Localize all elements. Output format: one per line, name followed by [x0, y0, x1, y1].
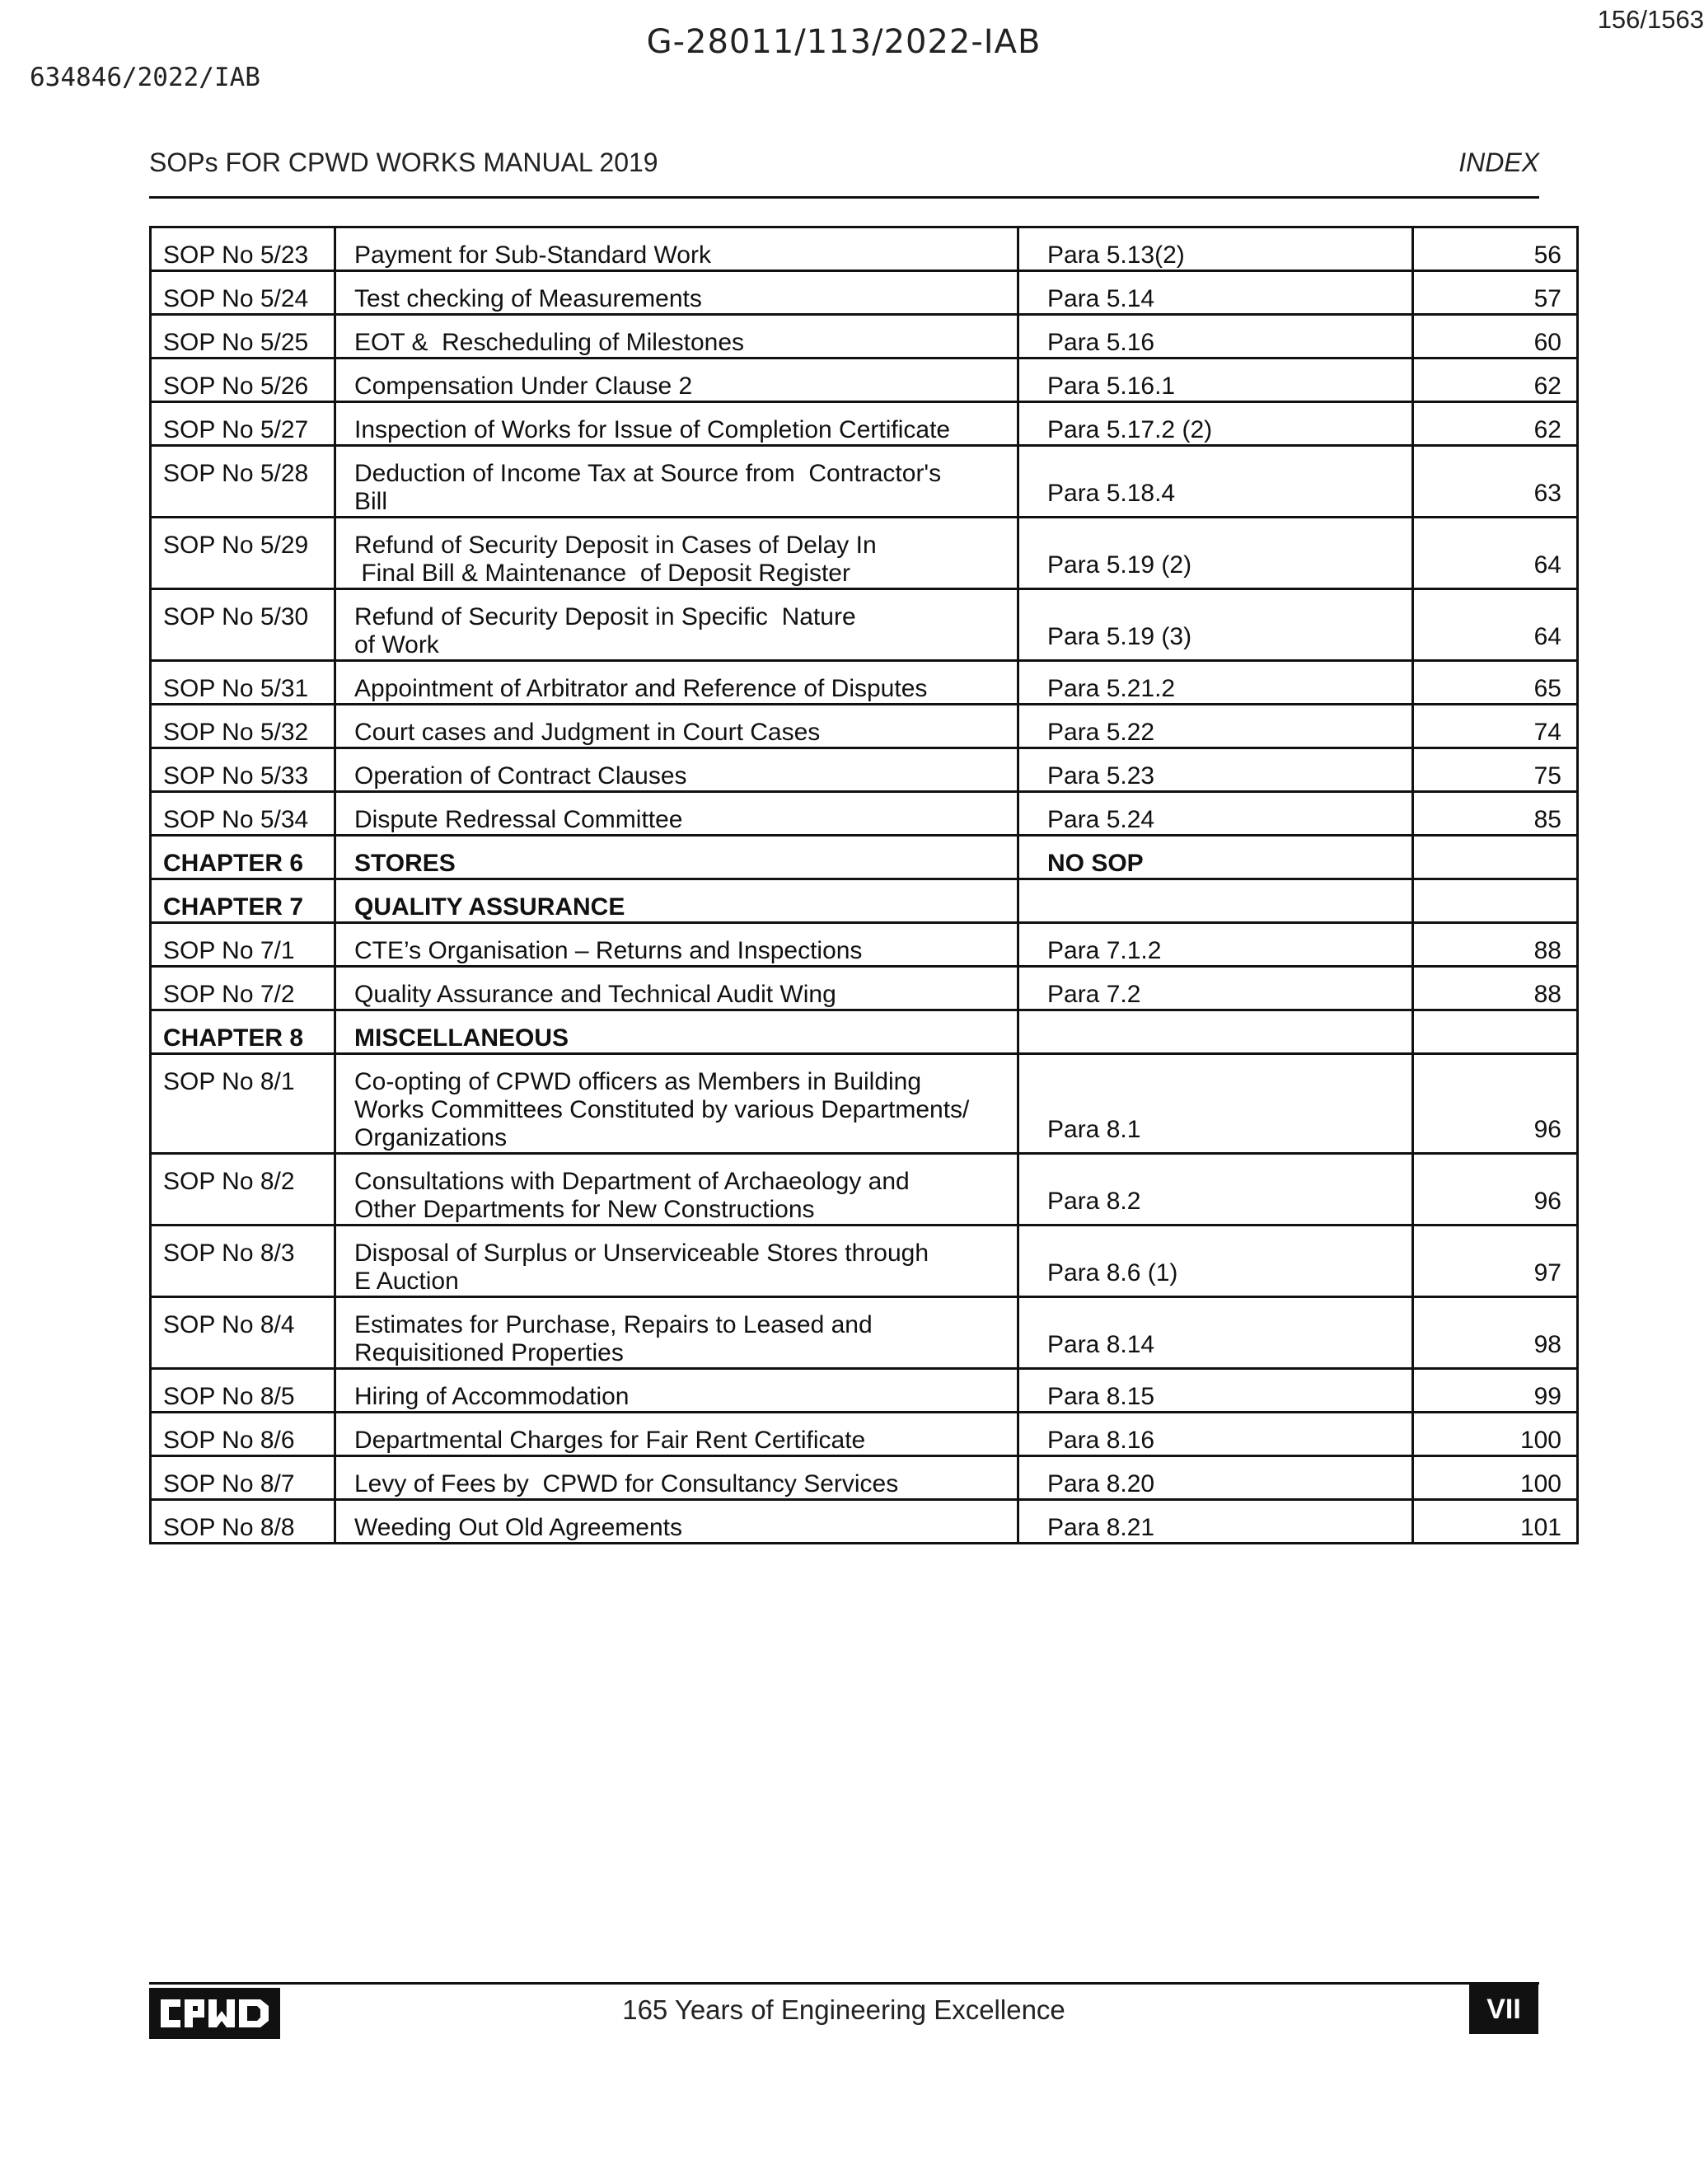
table-row	[151, 705, 1578, 748]
index-table	[149, 226, 1579, 1544]
page-number: 56	[1413, 227, 1578, 271]
page-number-badge: VII	[1469, 1985, 1538, 2034]
receipt-number-stamp: 634846/2022/IAB	[30, 63, 260, 92]
sop-description	[335, 1500, 1018, 1544]
document-header	[149, 142, 1539, 183]
page-number: 57	[1413, 271, 1578, 315]
chapter-number: CHAPTER 6	[151, 836, 335, 879]
sop-number: SOP No 5/29	[151, 518, 335, 589]
sop-number: SOP No 8/2	[151, 1154, 335, 1226]
page-number: 64	[1413, 589, 1578, 661]
table-row	[151, 1054, 1578, 1154]
page-number: 62	[1413, 402, 1578, 446]
page-number: 96	[1413, 1054, 1578, 1154]
sop-number: SOP No 7/2	[151, 967, 335, 1010]
sop-description	[335, 359, 1018, 402]
page-number: 62	[1413, 359, 1578, 402]
page-number: 100	[1413, 1456, 1578, 1500]
description-line: QUALITY ASSURANCE	[354, 893, 625, 921]
chapter-title	[335, 836, 1018, 879]
sop-description	[335, 1369, 1018, 1413]
sop-number: SOP No 5/27	[151, 402, 335, 446]
page-number: 65	[1413, 661, 1578, 705]
sop-number: SOP No 5/31	[151, 661, 335, 705]
sop-number: SOP No 7/1	[151, 923, 335, 967]
sop-description	[335, 792, 1018, 836]
chapter-row	[151, 1010, 1578, 1054]
description-line: MISCELLANEOUS	[354, 1024, 569, 1052]
page-number: 101	[1413, 1500, 1578, 1544]
para-reference: Para 5.17.2 (2)	[1018, 402, 1413, 446]
description-line: CTE’s Organisation – Returns and Inspections	[354, 937, 863, 964]
sop-description	[335, 1456, 1018, 1500]
para-reference: Para 8.1	[1018, 1054, 1413, 1154]
page-number	[1413, 836, 1578, 879]
sop-description	[335, 1297, 1018, 1369]
page-number: 88	[1413, 967, 1578, 1010]
description-line: E Auction	[354, 1268, 459, 1295]
sop-description	[335, 518, 1018, 589]
sop-number: SOP No 5/28	[151, 446, 335, 518]
chapter-row	[151, 836, 1578, 879]
table-row	[151, 1456, 1578, 1500]
sop-number: SOP No 8/3	[151, 1226, 335, 1297]
page-counter: 156/1563	[1597, 5, 1704, 34]
description-line: Appointment of Arbitrator and Reference of Disputes	[354, 675, 928, 702]
sop-number: SOP No 5/32	[151, 705, 335, 748]
sop-number: SOP No 5/23	[151, 227, 335, 271]
page-number: 85	[1413, 792, 1578, 836]
sop-description	[335, 589, 1018, 661]
chapter-number: CHAPTER 7	[151, 879, 335, 923]
document-title: SOPs FOR CPWD WORKS MANUAL 2019	[149, 147, 658, 177]
section-label: INDEX	[1458, 147, 1539, 177]
page-number: 100	[1413, 1413, 1578, 1456]
description-line: Works Committees Constituted by various Departments/	[354, 1096, 970, 1123]
page-number: 75	[1413, 748, 1578, 792]
para-reference: Para 5.13(2)	[1018, 227, 1413, 271]
description-line: Requisitioned Properties	[354, 1339, 624, 1366]
para-reference: Para 8.2	[1018, 1154, 1413, 1226]
page-number: 96	[1413, 1154, 1578, 1226]
description-line: Compensation Under Clause 2	[354, 373, 693, 400]
sop-description	[335, 446, 1018, 518]
chapter-row	[151, 879, 1578, 923]
sop-description	[335, 705, 1018, 748]
table-row	[151, 967, 1578, 1010]
index-table-body	[151, 227, 1578, 1544]
table-row	[151, 315, 1578, 359]
description-line: Bill	[354, 488, 388, 515]
para-reference: Para 5.16	[1018, 315, 1413, 359]
page-number: 64	[1413, 518, 1578, 589]
sop-number: SOP No 8/7	[151, 1456, 335, 1500]
description-line: Refund of Security Deposit in Cases of Delay In	[354, 532, 877, 559]
table-row	[151, 446, 1578, 518]
para-reference: Para 5.22	[1018, 705, 1413, 748]
table-row	[151, 271, 1578, 315]
sop-number: SOP No 5/24	[151, 271, 335, 315]
sop-description	[335, 271, 1018, 315]
table-row	[151, 661, 1578, 705]
header-divider	[149, 196, 1539, 199]
sop-number: SOP No 8/6	[151, 1413, 335, 1456]
para-reference: Para 5.19 (2)	[1018, 518, 1413, 589]
table-row	[151, 748, 1578, 792]
para-reference: Para 8.21	[1018, 1500, 1413, 1544]
table-row	[151, 518, 1578, 589]
para-reference: Para 5.14	[1018, 271, 1413, 315]
description-line: Operation of Contract Clauses	[354, 762, 687, 790]
description-line: Organizations	[354, 1124, 508, 1151]
table-row	[151, 1297, 1578, 1369]
table-row	[151, 1154, 1578, 1226]
para-reference: Para 8.14	[1018, 1297, 1413, 1369]
para-reference: Para 8.20	[1018, 1456, 1413, 1500]
description-line: STORES	[354, 850, 456, 877]
para-reference	[1018, 1010, 1413, 1054]
para-reference: Para 8.16	[1018, 1413, 1413, 1456]
description-line: Deduction of Income Tax at Source from Contractor's	[354, 460, 942, 487]
description-line: Consultations with Department of Archaeology and	[354, 1168, 910, 1195]
sop-number: SOP No 5/26	[151, 359, 335, 402]
sop-description	[335, 923, 1018, 967]
table-row	[151, 402, 1578, 446]
sop-description	[335, 1226, 1018, 1297]
sop-description	[335, 315, 1018, 359]
description-line: Inspection of Works for Issue of Completion Certificate	[354, 416, 951, 443]
table-row	[151, 1369, 1578, 1413]
para-reference: Para 8.6 (1)	[1018, 1226, 1413, 1297]
description-line: Levy of Fees by CPWD for Consultancy Services	[354, 1470, 899, 1497]
table-row	[151, 1226, 1578, 1297]
sop-description	[335, 748, 1018, 792]
para-reference: Para 8.15	[1018, 1369, 1413, 1413]
para-reference: Para 5.24	[1018, 792, 1413, 836]
para-reference: Para 5.19 (3)	[1018, 589, 1413, 661]
para-reference: Para 5.18.4	[1018, 446, 1413, 518]
description-line: Weeding Out Old Agreements	[354, 1514, 682, 1541]
chapter-title	[335, 1010, 1018, 1054]
description-line: Estimates for Purchase, Repairs to Leased and	[354, 1311, 873, 1338]
footer-tagline: 165 Years of Engineering Excellence	[622, 1994, 1065, 2025]
description-line: Refund of Security Deposit in Specific Nature	[354, 603, 856, 630]
description-line: Departmental Charges for Fair Rent Certificate	[354, 1427, 866, 1454]
sop-description	[335, 1054, 1018, 1154]
para-reference: Para 5.16.1	[1018, 359, 1413, 402]
sop-number: SOP No 5/30	[151, 589, 335, 661]
table-row	[151, 792, 1578, 836]
sop-number: SOP No 5/33	[151, 748, 335, 792]
page-number	[1413, 879, 1578, 923]
page-number: 98	[1413, 1297, 1578, 1369]
sop-number: SOP No 8/1	[151, 1054, 335, 1154]
sop-description	[335, 661, 1018, 705]
description-line: Final Bill & Maintenance of Deposit Register	[354, 560, 850, 587]
sop-description	[335, 402, 1018, 446]
sop-number: SOP No 8/8	[151, 1500, 335, 1544]
table-row	[151, 359, 1578, 402]
page-number: 74	[1413, 705, 1578, 748]
para-reference: NO SOP	[1018, 836, 1413, 879]
footer-divider	[149, 1982, 1539, 1985]
table-row	[151, 1500, 1578, 1544]
chapter-number: CHAPTER 8	[151, 1010, 335, 1054]
sop-number: SOP No 5/25	[151, 315, 335, 359]
sop-number: SOP No 8/5	[151, 1369, 335, 1413]
description-line: Quality Assurance and Technical Audit Wing	[354, 981, 836, 1008]
sop-description	[335, 967, 1018, 1010]
file-number-stamp: G-28011/113/2022-IAB	[646, 23, 1042, 61]
para-reference: Para 7.1.2	[1018, 923, 1413, 967]
para-reference: Para 5.23	[1018, 748, 1413, 792]
table-row	[151, 1413, 1578, 1456]
page-number: 97	[1413, 1226, 1578, 1297]
para-reference: Para 5.21.2	[1018, 661, 1413, 705]
sop-description	[335, 1413, 1018, 1456]
sop-number: SOP No 8/4	[151, 1297, 335, 1369]
table-row	[151, 589, 1578, 661]
page-number: 88	[1413, 923, 1578, 967]
page-number: 60	[1413, 315, 1578, 359]
description-line: Test checking of Measurements	[354, 285, 702, 312]
description-line: Other Departments for New Constructions	[354, 1196, 815, 1223]
description-line: of Work	[354, 631, 439, 658]
page-number: 99	[1413, 1369, 1578, 1413]
sop-description	[335, 227, 1018, 271]
description-line: Court cases and Judgment in Court Cases	[354, 719, 821, 746]
description-line: Dispute Redressal Committee	[354, 806, 683, 833]
page-number	[1413, 1010, 1578, 1054]
description-line: Hiring of Accommodation	[354, 1383, 630, 1410]
sop-description	[335, 1154, 1018, 1226]
description-line: Payment for Sub-Standard Work	[354, 241, 711, 269]
chapter-title	[335, 879, 1018, 923]
description-line: EOT & Rescheduling of Milestones	[354, 329, 745, 356]
table-row	[151, 923, 1578, 967]
description-line: Disposal of Surplus or Unserviceable Stores through	[354, 1240, 929, 1267]
para-reference: Para 7.2	[1018, 967, 1413, 1010]
para-reference	[1018, 879, 1413, 923]
sop-number: SOP No 5/34	[151, 792, 335, 836]
page-number: 63	[1413, 446, 1578, 518]
description-line: Co-opting of CPWD officers as Members in Building	[354, 1068, 922, 1095]
table-row	[151, 227, 1578, 271]
